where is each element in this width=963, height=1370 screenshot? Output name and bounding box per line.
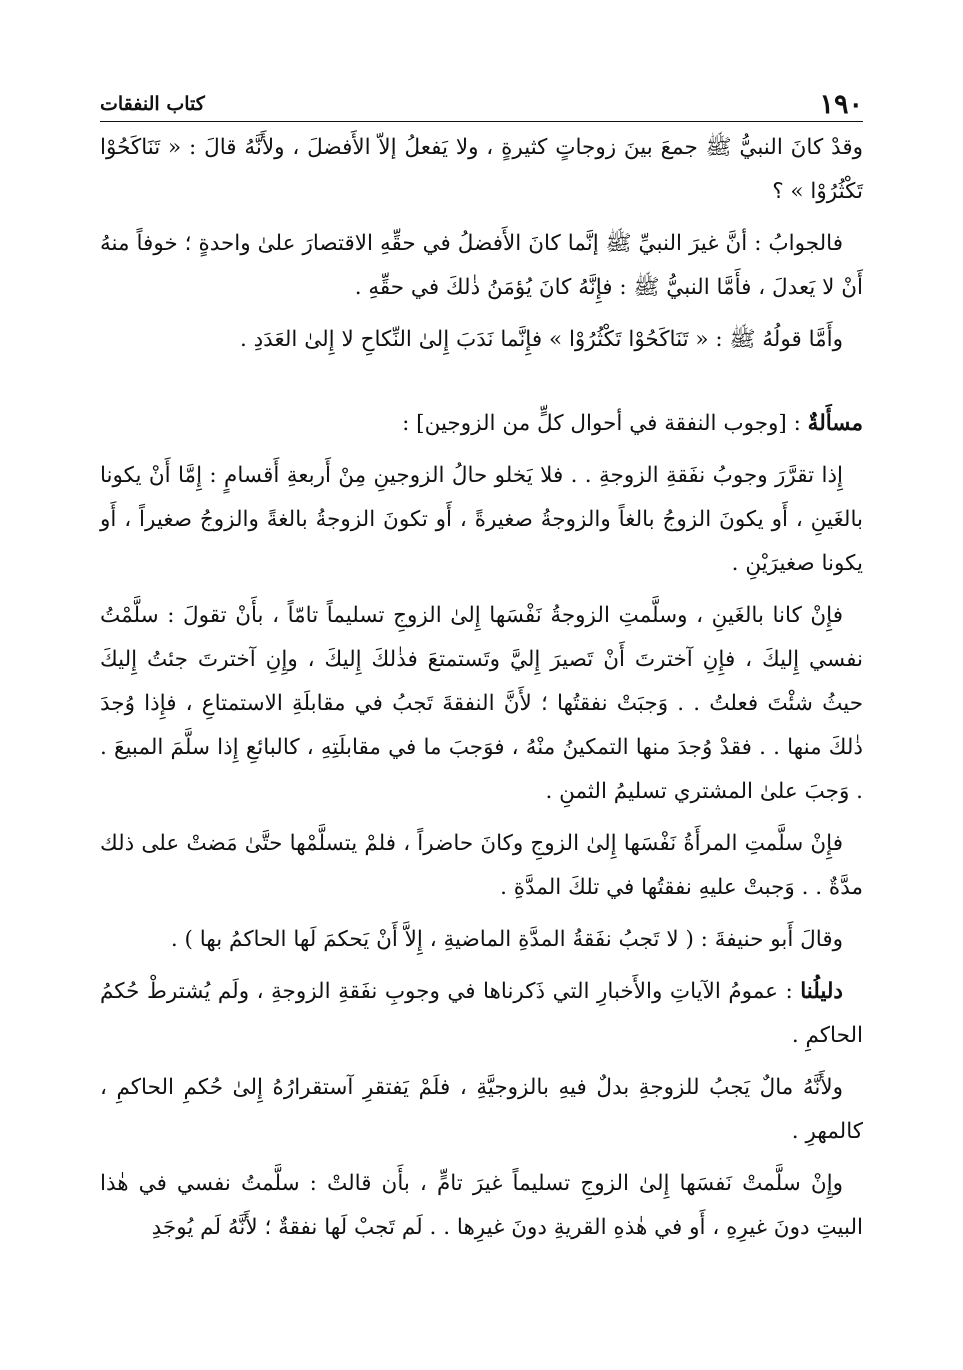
paragraph-text: فإِنْ كانا بالغَينِ ، وسلَّمتِ الزوجةُ نَفْسَها إِلىٰ الزوجِ تسليماً تامّاً ، بأَنْ تقولَ : سلَّمْتُ نفسي إِليكَ ، فإِنِ آخترتَ أَنْ تَصيرَ إِليَّ وتَستمتعَ فذٰلكَ إِليكَ ، وإِنِ آخترتَ جئتُ إِليكَ حيثُ شئْتَ فعلتُ . . وَجبَتْ نفقتُها ؛ لأَنَّ النفقةَ تَجبُ في مقابلَةِ الاستمتاعِ ، فإِذا وُجدَ ذٰلكَ منها . . فقدْ وُجدَ منها التمكينُ منْهُ ، فوَجبَ ما في مقابلَتِهِ ، كالبائعِ إِذا سلَّمَ المبيعَ . . وَجبَ علىٰ المشتري تسليمُ الثمنِ . (100, 603, 863, 804)
paragraph-abu-hanifa (100, 918, 863, 962)
header-divider (100, 121, 863, 122)
paragraph-answer (100, 222, 863, 310)
paragraph-text: فإِنْ سلَّمتِ المرأَةُ نَفْسَها إِلىٰ الزوجِ وكانَ حاضراً ، فلمْ يتسلَّمْها حتَّىٰ مَضتْ على ذلك مدَّةٌ . . وَجبتْ عليهِ نفقتُها في تلكَ المدَّةِ . (100, 831, 863, 900)
paragraph-incomplete-surrender (100, 1162, 863, 1250)
issue-heading (100, 402, 863, 446)
running-title: كتاب النفقات (100, 93, 205, 115)
paragraph-text: ولأَنَّهُ مالٌ يَجبُ للزوجةِ بدلٌ فيهِ بالزوجيَّةِ ، فلَمْ يَفتقرِ آستقرارُهُ إِلىٰ حُكمِ الحاكمِ ، كالمهرِ . (100, 1075, 863, 1144)
page-number: ١٩٠ (819, 89, 863, 120)
paragraph-objection (100, 126, 863, 214)
issue-title: : [وجوب النفقة في أحوال كلٍّ من الزوجين] : (402, 411, 808, 436)
paragraph-text: وقدْ كانَ النبيُّ ﷺ جمعَ بينَ زوجاتٍ كثيرةٍ ، ولا يَفعلُ إلاّ الأَفضلَ ، ولأَنَّهُ قالَ : « تَنَاكَحُوْا تَكْثُرُوْا » ؟ (100, 135, 863, 204)
issue-label: مسأَلةٌ (807, 411, 863, 436)
paragraph-text: فالجوابُ : أنَّ غيرَ النبيِّ ﷺ إنَّما كانَ الأَفضلُ في حقِّهِ الاقتصارَ علىٰ واحدةٍ ؛ خوفاً منهُ أَنْ لا يَعدلَ ، فأَمَّا النبيُّ ﷺ : فإِنَّهُ كانَ يُؤمَنُ ذٰلكَ في حقِّهِ . (100, 231, 863, 300)
paragraph-text: إِذا تقرَّرَ وجوبُ نفَقةِ الزوجةِ . . فلا يَخلو حالُ الزوجينِ مِنْ أَربعةِ أَقسامٍ : إِمَّا أَنْ يكونا بالغَينِ ، أَو يكونَ الزوجُ بالغاً والزوجةُ صغيرةً ، أَو تكونَ الزوجةُ بالغةً والزوجُ صغيراً ، أَو يكونا صغيرَيْنِ . (100, 463, 863, 576)
paragraph-text: وقالَ أَبو حنيفةَ : ( لا تَجبُ نفَقةُ المدَّةِ الماضيةِ ، إِلاَّ أَنْ يَحكمَ لَها الحاكمُ بها ) . (170, 927, 843, 952)
paragraph-text: وإِنْ سلَّمتْ نَفسَها إِلىٰ الزوجِ تسليماً غيرَ تامٍّ ، بأَن قالتْ : سلَّمتُ نفسي في هٰذا البيتِ دونَ غيرِهِ ، أَو في هٰذهِ القريةِ دونَ غيرِها . . لَم تَجبْ لَها نفقةٌ ؛ لأَنَّهُ لَم يُوجَدِ (100, 1171, 863, 1240)
paragraph-mahr-analogy (100, 1066, 863, 1154)
page-header (100, 82, 863, 118)
paragraph-husband-present (100, 822, 863, 910)
paragraph-four-cases (100, 454, 863, 586)
paragraph-text: : عمومُ الآياتِ والأَخبارِ التي ذَكرناها في وجوبِ نفَقةِ الزوجةِ ، ولَم يُشترطْ حُكمُ الحاكمِ . (100, 979, 863, 1048)
evidence-label: دليلُنا (800, 979, 843, 1004)
page-body (100, 126, 863, 1250)
paragraph-evidence (100, 970, 863, 1058)
paragraph-hadith-explanation (100, 318, 863, 362)
paragraph-both-adults (100, 594, 863, 814)
paragraph-text: وأَمَّا قولُهُ ﷺ : « تَنَاكَحُوْا تَكْثُرُوْا » فإِنَّما نَدَبَ إِلىٰ النِّكاحِ لا إِلىٰ العَدَدِ . (239, 327, 843, 352)
